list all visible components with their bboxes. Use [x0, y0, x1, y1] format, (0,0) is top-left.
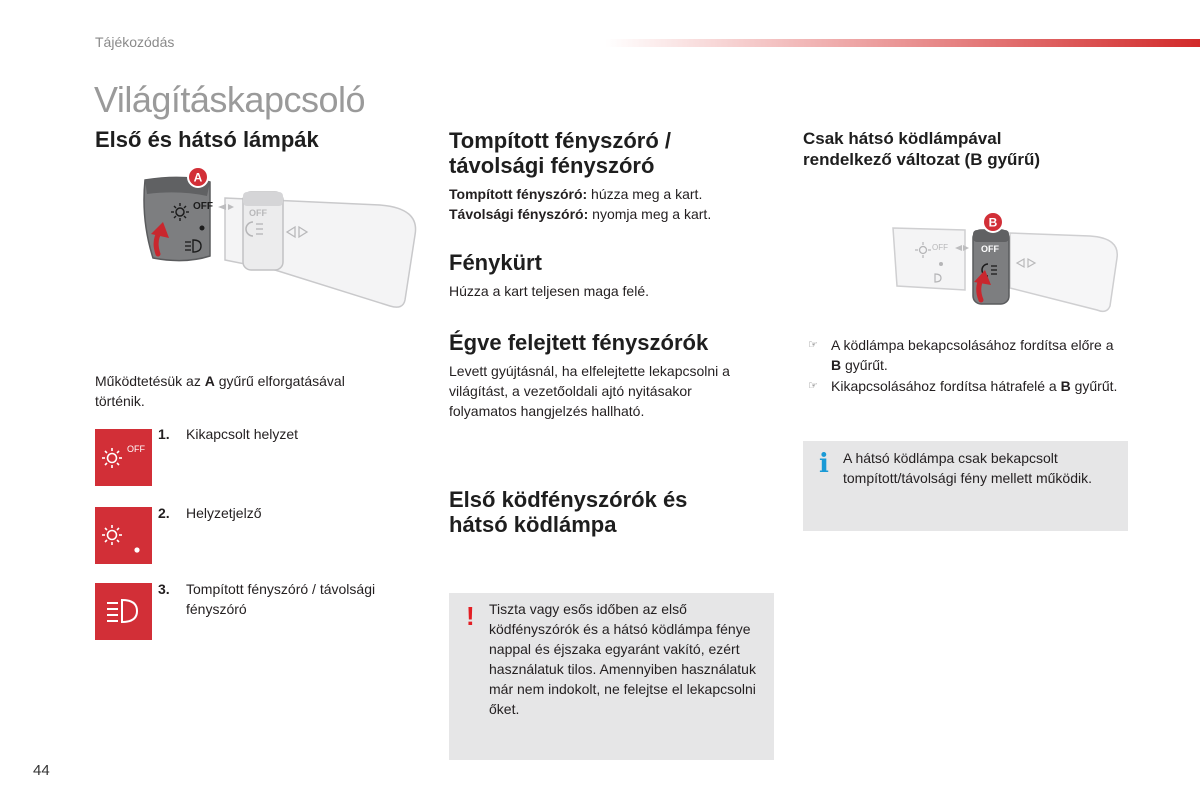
heading-fog-lamps: Első ködfényszórók és hátsó ködlámpa [449, 487, 688, 537]
bullet-text-part: A ködlámpa bekapcsolásához fordítsa előre a [831, 337, 1114, 353]
figure-a-ring-off-label: OFF [249, 208, 267, 218]
pointing-hand-icon: ☞ [808, 380, 818, 392]
warning-text: Tiszta vagy esős időben az első ködfényszórók és a hátsó ködlámpa fénye nappal és éjszaka egyaránt vakító, ezért használatuk tilos. Amennyiben használatuk már nem indokolt, ne felejtse el lekapcsolni őket. [489, 601, 756, 717]
item-text: Kikapcsolt helyzet [186, 426, 299, 442]
intro-text-part: Működtetésük az [95, 373, 205, 389]
item-text: Helyzetjelző [186, 505, 262, 521]
intro-ring-letter: A [204, 373, 215, 389]
fog-stalk-figure [885, 208, 1135, 318]
dipped-beam-label: Tompított fényszóró: [449, 186, 588, 202]
header-accent-bar [605, 39, 1200, 47]
lights-left-on-text: Levett gyújtásnál, ha elfelejtette lekapcsolni a világítást, a vezetőoldali ajtó nyitásakor folyamatos hangjelzés hallható. [449, 363, 730, 419]
info-box [803, 441, 1128, 531]
sun-off-icon [95, 429, 152, 486]
item-number: 3. [158, 581, 170, 597]
bullet-text-part: Kikapcsolásához fordítsa hátrafelé a [831, 378, 1061, 394]
info-icon: i [819, 449, 829, 479]
figure-a-off-label: OFF [193, 201, 213, 212]
item-number: 2. [158, 505, 170, 521]
intro-text-part: gyűrű elforgatásával történik. [95, 373, 345, 409]
heading-front-rear-lamps: Első és hátsó lámpák [95, 127, 319, 152]
sidelight-icon [95, 507, 152, 564]
bullet-ring-letter: B [1060, 378, 1071, 394]
item-number: 1. [158, 426, 170, 442]
bullet-text [831, 376, 1121, 396]
warning-icon: ! [466, 601, 475, 631]
icon-tile-off [95, 429, 152, 486]
dipped-beam-line [449, 184, 769, 204]
headlamp-flash-text: Húzza a kart teljesen maga felé. [449, 283, 649, 299]
list-item [808, 335, 1118, 375]
heading-lights-left-on: Égve felejtett fényszórók [449, 330, 709, 355]
section-label: Tájékozódás [95, 34, 175, 50]
item-text: Tompított fényszóró / távolsági fényszóró [186, 581, 376, 617]
figure-b-badge: B [988, 215, 998, 230]
info-text: A hátsó ködlámpa csak bekapcsolt tompított/távolsági fény mellett működik. [843, 450, 1092, 486]
figure-a-badge: A [193, 170, 203, 185]
icon-tile-sidelight [95, 507, 152, 564]
figure-b-ring-off-label: OFF [981, 244, 999, 254]
bullet-text-part: gyűrűt. [1070, 378, 1118, 394]
main-beam-line [449, 204, 769, 224]
bullet-ring-letter: B [831, 357, 842, 373]
page-number: 44 [33, 762, 50, 779]
heading-headlamp-flash: Fénykürt [449, 250, 542, 275]
main-beam-label: Távolsági fényszóró: [449, 206, 589, 222]
headlight-icon [95, 583, 152, 640]
lighting-stalk-figure [135, 160, 425, 320]
figure-b-off-label: OFF [932, 243, 948, 252]
page-title: Világításkapcsoló [94, 79, 366, 120]
main-beam-text: nyomja meg a kart. [588, 206, 712, 222]
intro-text [95, 371, 385, 411]
warning-box [449, 593, 774, 760]
bullet-text [831, 335, 1121, 375]
heading-rear-fog-variant: Csak hátsó ködlámpával rendelkező változat (B gyűrű) [803, 129, 1041, 169]
list-item [808, 376, 1118, 416]
heading-dipped-main-beam: Tompított fényszóró / távolsági fényszóró [449, 128, 672, 178]
dipped-beam-text: húzza meg a kart. [587, 186, 703, 202]
pointing-hand-icon: ☞ [808, 339, 818, 351]
off-icon-label: OFF [127, 444, 145, 454]
bullet-text-part: gyűrűt. [841, 357, 888, 373]
icon-tile-headlight [95, 583, 152, 640]
